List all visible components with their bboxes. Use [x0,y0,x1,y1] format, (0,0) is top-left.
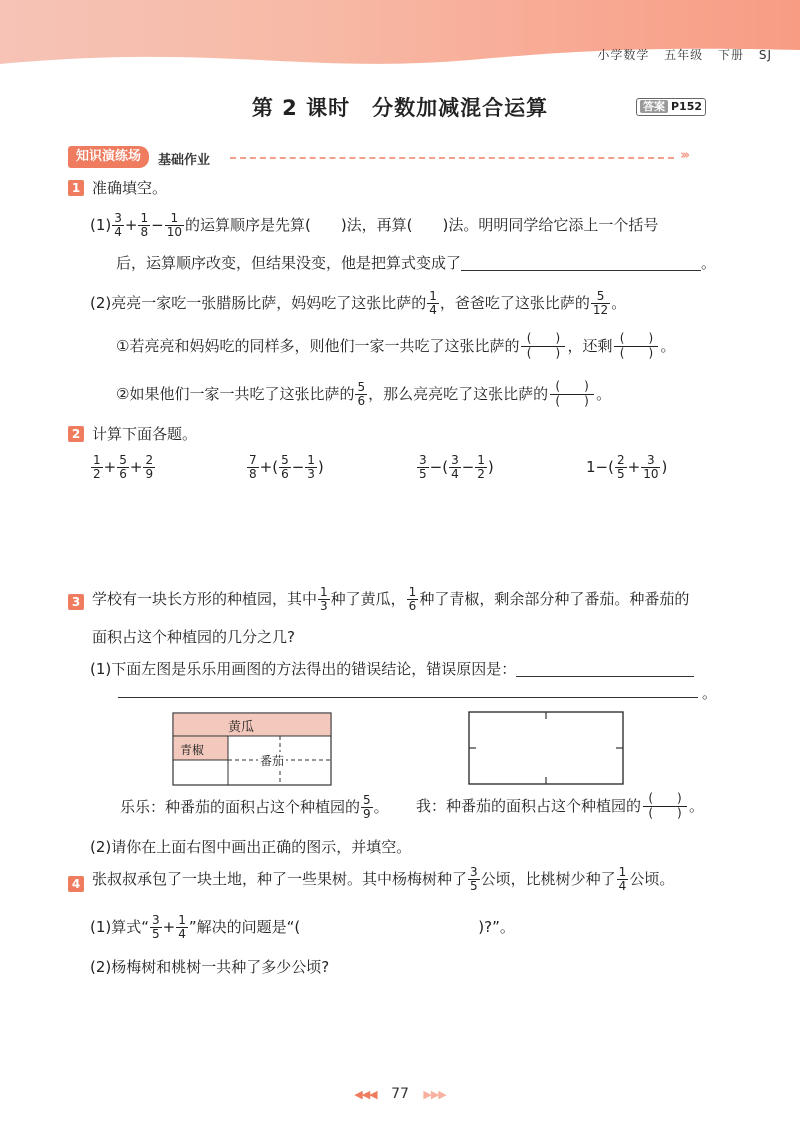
q4-line1: 张叔叔承包了一块土地，种了一些果树。其中杨梅树种了 $\frac{3}{5}$ 公顷，比桃树少种了 $\frac{1}{4}$ 公顷。 [92,865,675,894]
book-grade: 五年级 [664,48,704,62]
answer-blank[interactable] [516,663,694,677]
question-number-1: 1 [68,180,84,196]
fraction-blank[interactable]: $\frac{( )}{( )}$ [521,332,565,361]
calc-expression-3: $\frac{3}{5}$ −( $\frac{3}{4}$ − $\frac{1}{2}$ ) [419,453,494,482]
lesson-topic: 分数加减混合运算 [372,96,549,120]
diagram-label-tomato: 番茄 [260,754,285,768]
section-divider [230,157,674,159]
question-number-2: 2 [68,426,84,442]
answer-label: 答案 [640,100,668,113]
left-arrows-icon: ◀◀◀ [354,1088,377,1101]
diagram-label-pepper: 青椒 [180,743,205,757]
fraction-blank[interactable]: $\frac{( )}{( )}$ [614,332,658,361]
book-volume: 下册 [718,48,745,62]
q3-sub1-end: 。 [702,684,718,702]
book-edition: SJ [758,48,772,62]
fraction: $\frac{5}{6}$ [357,379,366,408]
q1-sub2-line: ②如果他们一家一共吃了这张比萨的 $\frac{5}{6}$ ，那么亮亮吃了这张比萨的 $\frac{( )}{( )}$ 。 [116,379,612,408]
q4-sub1: (1)算式“ $\frac{3}{5}$ + $\frac{1}{4}$ ”解决的问题是“( )?”。 [90,913,515,942]
q2-title: 计算下面各题。 [92,425,198,443]
answer-line[interactable] [118,697,698,698]
q1-part1-line1: (1) $\frac{3}{4}$ + $\frac{1}{8}$ − $\frac{1}{10}$ 的运算顺序是先算( )法，再算( )法。明明同学给它添上一个括号 [90,211,659,240]
calc-expression-2: $\frac{7}{8}$ +( $\frac{5}{6}$ − $\frac{1}{3}$ ) [249,453,324,482]
q3-line2: 面积占这个种植园的几分之几? [92,628,295,646]
q1-part2-line: (2)亮亮一家吃一张腊肠比萨，妈妈吃了这张比萨的 $\frac{1}{4}$ ，爸爸吃了这张比萨的 $\frac{5}{12}$ 。 [90,289,627,318]
fraction: $\frac{3}{4}$ [114,211,122,240]
q3-sub1: (1)下面左图是乐乐用画图的方法得出的错误结论，错误原因是： [90,662,694,677]
book-info [587,46,772,63]
q3-line1: 学校有一块长方形的种植园，其中 $\frac{1}{3}$ 种了黄瓜， $\frac{1}{6}$ 种了青椒，剩余部分种了番茄。种番茄的 [92,585,690,614]
right-arrows-icon: ▶▶▶ [423,1088,446,1101]
answer-blank[interactable] [461,257,701,271]
page-number-value: 77 [391,1086,409,1102]
calc-expression-4: 1−( $\frac{2}{5}$ + $\frac{3}{10}$ ) [586,453,668,482]
fraction: $\frac{5}{12}$ [592,289,609,318]
answer-reference[interactable] [636,98,706,116]
q1-sub1-line: ①若亮亮和妈妈吃的同样多，则他们一家一共吃了这张比萨的 $\frac{( )}{( )}$ ，还剩 $\frac{( )}{( )}$ 。 [116,331,676,360]
fraction-blank[interactable]: $\frac{( )}{( )}$ [550,380,594,409]
page-number [0,1086,800,1102]
section-arrows-icon: ››› [680,148,688,163]
lesson-number: 第 2 课时 [251,96,351,120]
question-number-3: 3 [68,594,84,610]
calc-expression-1: $\frac{1}{2}$ + $\frac{5}{6}$ + $\frac{2}{9}$ [93,453,154,482]
lele-conclusion: 乐乐：种番茄的面积占这个种植园的 $\frac{5}{9}$ 。 [120,793,389,822]
q3-sub2: (2)请你在上面右图中画出正确的图示，并填空。 [90,838,412,856]
fraction: $\frac{1}{4}$ [429,289,437,318]
blank-diagram[interactable] [468,711,624,785]
fraction: $\frac{1}{8}$ [140,211,149,240]
q1-title: 准确填空。 [92,179,168,197]
question-number-4: 4 [68,876,84,892]
book-subject: 小学数学 [597,48,650,62]
my-conclusion: 我：种番茄的面积占这个种植园的 $\frac{( )}{( )}$ 。 [416,791,705,820]
q4-sub2: (2)杨梅树和桃树一共种了多少公顷? [90,958,330,976]
fraction-blank[interactable]: $\frac{( )}{( )}$ [643,792,687,821]
answer-page: P152 [671,100,703,113]
section-banner: 知识演练场 [68,146,149,168]
section-subtitle: 基础作业 [158,153,211,168]
fraction: $\frac{1}{10}$ [166,211,182,240]
q1-part1-text: 的运算顺序是先算( )法，再算( )法。明明同学给它添上一个括号 [184,216,659,235]
q1-part1-line2: 后，运算顺序改变，但结果没变，他是把算式变成了 。 [116,254,717,272]
diagram-label-cucumber: 黄瓜 [228,720,255,735]
